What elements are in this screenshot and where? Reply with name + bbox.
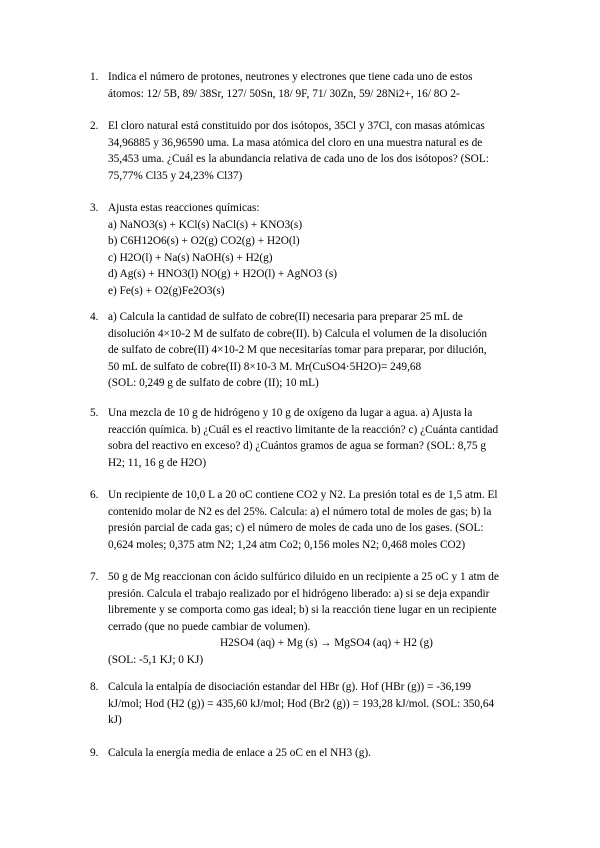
question-text xyxy=(108,487,520,553)
question-4 xyxy=(90,309,520,392)
text-line: sobra del reactivo en exceso? d) ¿Cuántos gramos de agua se forman? (SOL: 8,75 g xyxy=(108,440,487,453)
question-number: 1. xyxy=(90,71,99,83)
question-number: 8. xyxy=(90,681,99,693)
text-line: presión parcial de cada gas; c) el número de moles de cada uno de los gases. (SOL: xyxy=(108,522,484,535)
question-7 xyxy=(90,569,520,669)
question-1 xyxy=(90,69,520,102)
text-line: libremente y se comporta como gas ideal; b) si la reacción tiene lugar en un recipiente xyxy=(108,604,497,617)
question-number: 9. xyxy=(90,747,99,759)
text-line: Ajusta estas reacciones químicas: xyxy=(108,202,260,214)
solution-line: (SOL: -5,1 KJ; 0 KJ) xyxy=(108,653,204,666)
text-line: cerrado (que no puede cambiar de volumen). xyxy=(108,620,311,633)
reaction-c: c) H2O(l) + Na(s) NaOH(s) + H2(g) xyxy=(108,251,273,264)
text-line: átomos: 12/ 5B, 89/ 38Sr, 127/ 50Sn, 18/ 9F, 71/ 30Zn, 59/ 28Ni2+, 16/ 8O 2- xyxy=(108,87,460,100)
question-number: 3. xyxy=(90,202,99,214)
text-line: Indica el número de protones, neutrones y electrones que tiene cada uno de estos xyxy=(108,71,473,83)
chemical-equation: H2SO4 (aq) + Mg (s) → MgSO4 (aq) + H2 (g) xyxy=(220,637,433,650)
question-text xyxy=(108,679,520,729)
reaction-b: b) C6H12O6(s) + O2(g) CO2(g) + H2O(l) xyxy=(108,235,300,248)
question-text xyxy=(108,309,520,392)
text-line: 0,624 moles; 0,375 atm N2; 1,24 atm Co2; 0,156 moles N2; 0,468 moles CO2) xyxy=(108,538,466,551)
question-6 xyxy=(90,487,520,553)
text-line: presión. Calcula el trabajo realizado por el hidrógeno liberado: a) si se deja expandir xyxy=(108,587,490,600)
question-text xyxy=(108,569,520,669)
text-line: disolución 4×10-2 M de sulfato de cobre(II). b) Calcula el volumen de la disolución xyxy=(108,327,488,340)
text-line: El cloro natural está constituido por dos isótopos, 35Cl y 37Cl, con masas atómicas xyxy=(108,120,485,132)
text-line: contenido molar de N2 es del 25%. Calcula: a) el número total de moles de gas; b) la xyxy=(108,505,492,518)
question-number: 2. xyxy=(90,120,99,132)
text-line: Calcula la entalpía de disociación estandar del HBr (g). Hof (HBr (g)) = -36,199 xyxy=(108,681,472,693)
text-line: 34,96885 y 36,96590 uma. La masa atómica del cloro en una muestra natural es de xyxy=(108,136,483,149)
text-line: kJ) xyxy=(108,714,122,727)
question-text xyxy=(108,405,520,471)
question-text xyxy=(108,69,520,102)
text-line: 50 mL de sulfato de cobre(II) 8×10-3 M. Mr(CuSO4·5H2O)= 249,68 xyxy=(108,360,422,373)
reaction-d: d) Ag(s) + HNO3(l) NO(g) + H2O(l) + AgNO3 (s) xyxy=(108,268,338,281)
text-line: 35,453 uma. ¿Cuál es la abundancia relativa de cada uno de los dos isótopos? (SOL: xyxy=(108,153,489,166)
text-line: a) Calcula la cantidad de sulfato de cobre(II) necesaria para preparar 25 mL de xyxy=(108,311,463,323)
text-line: de sulfato de cobre(II) 4×10-2 M que necesitarías tomar para preparar, por dilución, xyxy=(108,344,487,357)
question-number: 7. xyxy=(90,571,99,583)
question-number: 5. xyxy=(90,407,99,419)
question-number: 4. xyxy=(90,311,99,323)
question-number: 6. xyxy=(90,489,99,501)
text-line: kJ/mol; Hod (H2 (g)) = 435,60 kJ/mol; Hod (Br2 (g)) = 193,28 kJ/mol. (SOL: 350,64 xyxy=(108,697,495,710)
text-line: Una mezcla de 10 g de hidrógeno y 10 g de oxígeno da lugar a agua. a) Ajusta la xyxy=(108,407,473,419)
question-3 xyxy=(90,200,520,300)
text-line: reacción química. b) ¿Cuál es el reactivo limitante de la reacción? c) ¿Cuánta cantidad xyxy=(108,423,499,436)
question-2 xyxy=(90,118,520,184)
text-line: (SOL: 0,249 g de sulfato de cobre (II); 10 mL) xyxy=(108,377,319,390)
reaction-a: a) NaNO3(s) + KCl(s) NaCl(s) + KNO3(s) xyxy=(108,218,303,231)
text-line: H2; 11, 16 g de H2O) xyxy=(108,456,207,469)
reaction-e: e) Fe(s) + O2(g)Fe2O3(s) xyxy=(108,284,225,297)
question-text xyxy=(108,200,520,300)
text-line: 50 g de Mg reaccionan con ácido sulfúrico diluido en un recipiente a 25 oC y 1 atm de xyxy=(108,571,499,583)
text-line: Calcula la energía media de enlace a 25 oC en el NH3 (g). xyxy=(108,747,371,759)
question-8 xyxy=(90,679,520,729)
text-line: Un recipiente de 10,0 L a 20 oC contiene CO2 y N2. La presión total es de 1,5 atm. El xyxy=(108,489,498,501)
text-line: 75,77% Cl35 y 24,23% Cl37) xyxy=(108,169,243,182)
question-5 xyxy=(90,405,520,471)
question-text xyxy=(108,118,520,184)
question-text xyxy=(108,745,520,762)
question-9 xyxy=(90,745,520,762)
